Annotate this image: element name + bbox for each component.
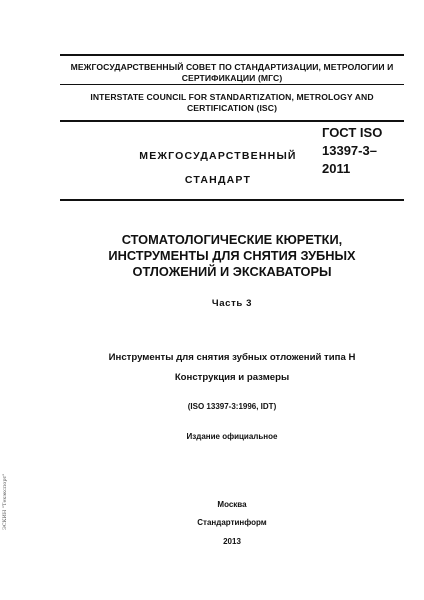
document-title: СТОМАТОЛОГИЧЕСКИЕ КЮРЕТКИ, ИНСТРУМЕНТЫ ДЛЯ СНЯТИЯ ЗУБНЫХ ОТЛОЖЕНИЙ И ЭКСКАВАТОРЫ	[108, 232, 356, 279]
iso-reference: (ISO 13397-3:1996, IDT)	[187, 402, 277, 411]
standard-number: ГОСТ ISO 13397-3– 2011	[322, 125, 383, 176]
header-top-rule	[60, 54, 404, 56]
standard-type: МЕЖГОСУДАРСТВЕННЫЙ СТАНДАРТ	[139, 150, 297, 186]
edition-label: Издание официальное	[186, 432, 278, 441]
publication-year: 2013	[223, 537, 241, 546]
publication-city: Москва	[217, 500, 247, 509]
header-bottom-rule	[60, 120, 404, 122]
document-subtitle: Инструменты для снятия зубных отложений типа Н Конструкция и размеры	[108, 352, 356, 383]
title-block-rule	[60, 199, 404, 201]
council-name-en: INTERSTATE COUNCIL FOR STANDARTIZATION, METROLOGY AND CERTIFICATION (ISC)	[90, 92, 374, 113]
council-name-ru: МЕЖГОСУДАРСТВЕННЫЙ СОВЕТ ПО СТАНДАРТИЗАЦИИ, МЕТРОЛОГИИ И СЕРТИФИКАЦИИ (МГС)	[70, 62, 394, 83]
part-number: Часть 3	[211, 298, 253, 309]
publisher-name: Стандартинформ	[197, 518, 267, 527]
header-middle-rule	[60, 84, 404, 85]
side-watermark: ЭСКИН "Техэкспорт"	[2, 473, 8, 530]
